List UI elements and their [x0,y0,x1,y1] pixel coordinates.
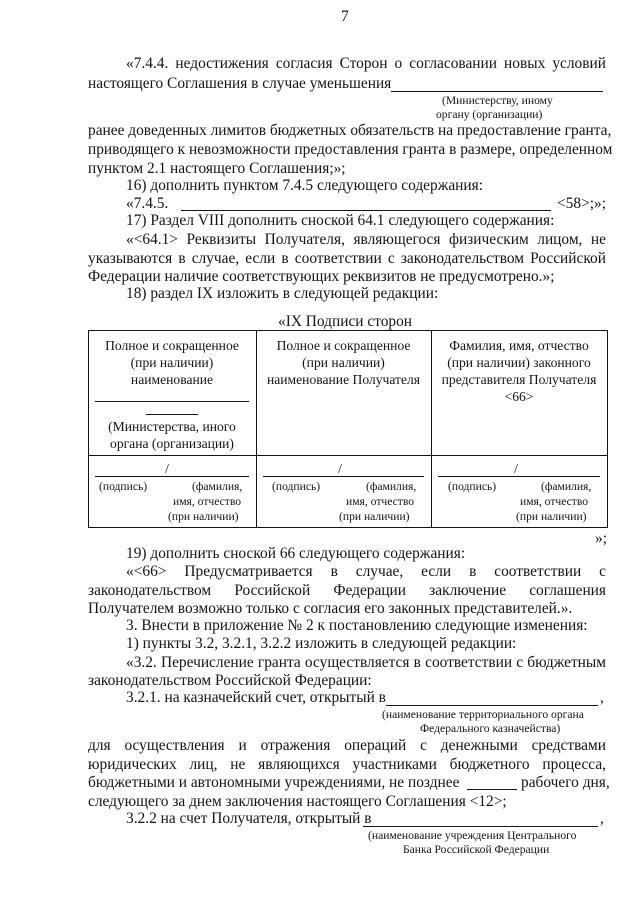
col3-header-line-1: Фамилия, имя, отчество [449,338,589,353]
col3-slash: / [514,461,518,476]
clause-744-line-5: пунктом 2.1 настоящего Соглашения;»; [88,160,346,177]
col1-caption-2: органа (организации) [110,436,234,451]
clause-321-line-2: для осуществления и отражения операций с денежными средствами [88,737,606,754]
item-16-clause-end: <58>;»; [557,195,606,212]
col2-header-line-1: Полное и сокращенное [276,338,411,353]
item-17-line-2: «<64.1> Реквизиты Получателя, являющегося физическим лицом, не [126,231,606,248]
item-19-line-2: «<66> Предусматривается в случае, если в соответствии с [126,563,606,580]
item-17-line-4: Федерации наличие соответствующих реквизитов не предусмотрено.»; [88,268,555,285]
blank-ministry-line [391,91,603,92]
clause-322-comma: , [600,810,604,827]
col2-name-caption-2: имя, отчество [346,495,415,508]
table-top-border [88,330,608,331]
clause-744-line-2: настоящего Соглашения в случае уменьшения [88,75,392,92]
clause-322-caption-2: Банка Российской Федерации [403,843,550,856]
clause-321-caption-2: Федерального казначейства) [420,722,561,735]
table-closing: »; [595,530,607,547]
item-16-clause-start: «7.4.5. [126,195,169,212]
col2-name-caption-3: (при наличии) [339,510,410,523]
col2-sign-caption: (подпись) [272,480,321,493]
item-3-line-4: законодательством Российской Федерации: [88,672,372,689]
table-bottom-border [88,527,608,528]
col3-name-caption-3: (при наличии) [516,510,587,523]
clause-321-line-5: следующего за днем заключения настоящего Соглашения <12>; [88,793,507,810]
clause-321-comma: , [600,689,604,706]
item-19-line-4: Получателем возможно только с согласия его законных представителей.». [88,600,573,617]
blank-745-line [181,210,551,211]
item-17-line-3: указываются в случае, если в соответствии с законодательством Российской [88,250,606,267]
col1-name-blank [95,401,249,402]
col1-caption-1: (Министерства, иного [108,419,236,434]
col1-name-caption-1: (фамилия, [192,480,243,493]
table-right-border [607,330,608,527]
section-title: «IX Подписи сторон [278,313,413,330]
col2-slash: / [338,461,342,476]
col2-header-line-2: (при наличии) [302,355,385,370]
clause-322-line-1: 3.2.2 на счет Получателя, открытый в [126,810,372,827]
clause-744-caption-2: органу (организации) [436,108,543,121]
col3-sign-caption: (подпись) [448,480,497,493]
item-18-line-1: 18) раздел IX изложить в следующей редакции: [126,285,439,302]
col2-name-caption-1: (фамилия, [366,480,417,493]
col1-sign-caption: (подпись) [99,480,148,493]
item-3-line-2: 1) пункты 3.2, 3.2.1, 3.2.2 изложить в следующей редакции: [126,635,517,652]
clause-744-caption-1: (Министерству, иному [442,94,553,107]
clause-321-line-4a: бюджетными и автономными учреждениями, не позднее [88,774,460,791]
clause-321-line-1: 3.2.1. на казначейский счет, открытый в [126,689,386,706]
item-17-line-1: 17) Раздел VIII дополнить сноской 64.1 следующего содержания: [126,212,555,229]
clause-744-line-4: приводящего к невозможности предоставления гранта в размере, определенном [88,141,613,158]
clause-322-caption-1: (наименование учреждения Центрального [368,829,577,842]
col3-name-caption-1: (фамилия, [541,480,592,493]
clause-321-caption-1: (наименование территориального органа [382,708,584,721]
clause-321-line-3: юридических лиц, не являющихся участниками бюджетного процесса, [88,756,606,773]
col3-footnote-ref: <66> [504,389,534,404]
blank-days-line [467,789,517,790]
item-16-line-1: 16) дополнить пунктом 7.4.5 следующего содержания: [126,177,483,194]
item-19-line-3: законодательством Российской Федерации заключение соглашения [88,582,606,599]
col1-header-line-3: наименование [130,372,214,387]
item-3-line-3: «3.2. Перечисление гранта осуществляется в соответствии с бюджетным [126,654,606,671]
blank-treasury-line [386,705,598,706]
page-number: 7 [341,8,349,25]
col1-name-caption-2: имя, отчество [173,495,242,508]
blank-bank-line [363,826,598,827]
item-3-line-1: 3. Внести в приложение № 2 к постановлению следующие изменения: [126,617,588,634]
col3-header-line-2: (при наличии) законного [447,355,591,370]
col1-header-line-1: Полное и сокращенное [105,338,239,353]
item-19-line-1: 19) дополнить сноской 66 следующего содержания: [126,545,466,562]
col1-slash: / [165,461,169,476]
clause-744-line-3: ранее доведенных лимитов бюджетных обязательств на предоставление гранта, [88,122,612,139]
col1-short-blank [146,414,198,415]
col3-header-line-3: представителя Получателя [441,372,597,387]
clause-321-line-4b: рабочего дня, [521,774,610,791]
clause-744-line-1: «7.4.4. недостижения согласия Сторон о согласовании новых условий [126,55,606,72]
col2-header-line-3: наименование Получателя [266,372,421,387]
table-row-divider [88,455,608,456]
col3-name-caption-2: имя, отчество [520,495,589,508]
col1-header-line-2: (при наличии) [130,355,214,370]
col1-name-caption-3: (при наличии) [168,510,239,523]
col1-signature-line [95,476,249,477]
